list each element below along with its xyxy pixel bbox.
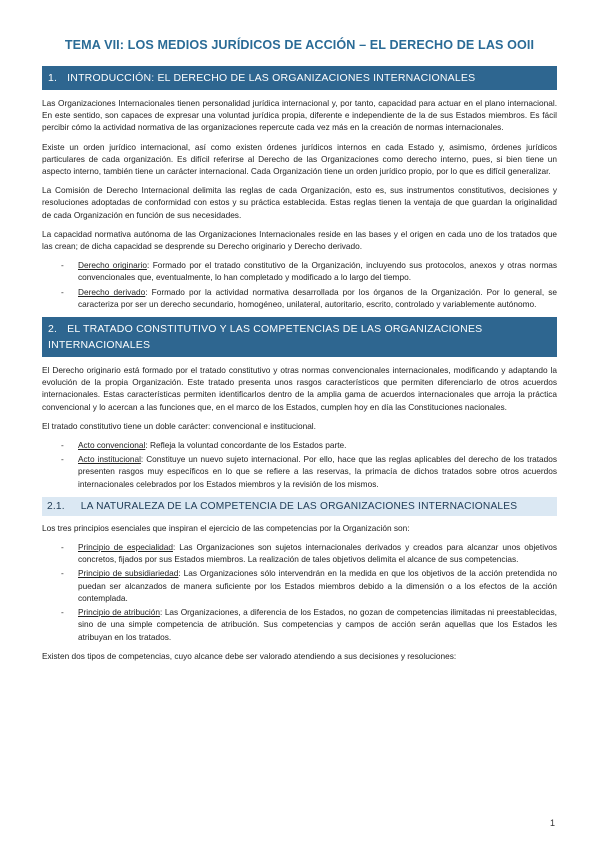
list-term-separator: : [146, 260, 150, 271]
paragraph: Existe un orden jurídico internacional, así como existen órdenes jurídicos internos en cada Estado y, asimismo, órdenes jurídicos particulares de cada organización. Es difícil referirse al Derecho de las Organizaciones como derecho interno, pues, si bien tiene un aspecto interno, también tiene un carácter internacional. Cada Organización tiene un orden jurídico propio, por lo que es difícil generalizar. [42, 141, 557, 177]
paragraph: La capacidad normativa autónoma de las Organizaciones Internacionales reside en las bases y el origen en cada uno de los tratados que las crean; de dicha capacidad se desprende su Derecho originario y Derecho derivado. [42, 228, 557, 252]
list-item [61, 453, 557, 490]
list-text: Refleja la voluntad concordante de los Estados parte. [147, 440, 347, 451]
section-number: 1. [48, 72, 58, 84]
list-text: Formado por el tratado constitutivo de la Organización, incluyendo sus protocolos, anexos y otras normas convencionales que, eventualmente, lo han completado y modificado a lo largo del tiempo. [78, 260, 557, 283]
bullet-list [42, 439, 557, 490]
dash-marker: - [61, 454, 64, 465]
dash-marker: - [61, 542, 64, 553]
dash-marker: - [61, 286, 64, 297]
list-term: Principio de subsidiariedad [78, 568, 179, 579]
paragraph: Los tres principios esenciales que inspiran el ejercicio de las competencias por la Organización son: [42, 522, 410, 533]
list-term-separator: : [172, 542, 176, 553]
list-term-separator: : [145, 286, 148, 297]
dash-marker: - [61, 568, 64, 579]
section-title: INTRODUCCIÓN: EL DERECHO DE LAS ORGANIZACIONES INTERNACIONALES [67, 72, 476, 84]
list-text: Las Organizaciones, a diferencia de los Estados, no gozan de competencias ilimitadas ni preestablecidas, sino de una simple competencia de atribución. Sus competencias y campos de acción serán aquellas que los Estados les atribuyan en los tratados. [78, 607, 557, 642]
page-number: 1 [549, 818, 555, 828]
list-item [61, 259, 557, 283]
paragraph: Las Organizaciones Internacionales tienen personalidad jurídica internacional y, por tanto, capacidad para actuar en el plano internacional. En este sentido, son capaces de expresar una voluntad jurídica propia, diferente e independiente de la de sus Estados miembros. Es fácil percibir cómo la actividad normativa de las organizaciones repercute cada vez más en la creación de normas internacionales. [42, 98, 557, 133]
dash-marker: - [61, 607, 64, 618]
subsection-number: 2.1. [47, 500, 65, 512]
list-term: Principio de atribución [78, 607, 161, 618]
list-item [61, 567, 557, 604]
paragraph: El Derecho originario está formado por el tratado constitutivo y otras normas convencionales internacionales, modificando y adaptando la evolución de la propia Organización. Este tratado presenta unos rasgos característicos que permiten diferenciarlo de otros acuerdos internacionales. Estas características permiten identificarlos dentro de la amplia gama de acuerdos internacionales que arroja la práctica convencional y lo acercan a las funciones que, en el marco de los Estados, cumplen hoy en día las Constituciones nacionales. [42, 365, 557, 412]
list-item [61, 439, 557, 451]
paragraph: El tratado constitutivo tiene un doble carácter: convencional e institucional. [42, 420, 316, 431]
list-item [61, 286, 557, 310]
list-term: Derecho derivado [78, 286, 146, 297]
paragraph: La Comisión de Derecho Internacional delimita las reglas de cada Organización, esto es, sus instrumentos constitutivos, decisiones y resoluciones adoptadas de conformidad con estos y su práctica establecida. Estas reglas tienen la ventaja de que guardan la originalidad de cada Organización en función de sus necesidades. [42, 185, 557, 220]
paragraph: Existen dos tipos de competencias, cuyo alcance debe ser valorado atendiendo a sus decisiones y resoluciones: [42, 650, 457, 661]
list-term-separator: : [160, 607, 163, 618]
section-number: 2. [48, 323, 58, 336]
bullet-list [42, 541, 557, 643]
list-term-separator: : [140, 454, 144, 465]
list-term: Acto institucional [78, 454, 141, 465]
section-heading-introduccion [42, 66, 557, 90]
page-content [42, 66, 557, 669]
list-text: Constituye un nuevo sujeto internacional. Por ello, hace que las reglas aplicables del derecho de los tratados presenten rasgos muy específicos en lo que se refiere a las reservas, la primacía de dichos tratados sobre otros acuerdos internacionales celebrados por los Estados miembros y la revisión de los mismos. [78, 454, 557, 489]
list-term: Acto convencional [78, 440, 146, 451]
section-title: EL TRATADO CONSTITUTIVO Y LAS COMPETENCIAS DE LAS ORGANIZACIONES INTERNACIONALES [48, 323, 483, 352]
list-term: Principio de especialidad [78, 542, 173, 553]
subsection-heading-naturaleza-competencia [42, 497, 557, 516]
dash-marker: - [61, 440, 64, 451]
list-term-separator: : [178, 568, 181, 579]
list-text: Formado por la actividad normativa desarrollada por los órganos de la Organización. Por lo general, se caracteriza por ser un derecho secundario, homogéneo, unilateral, autoritario, escrito, controlado y variablemente autónomo. [78, 286, 557, 309]
list-term-separator: : [145, 440, 148, 451]
bullet-list [42, 259, 557, 310]
page-title: TEMA VII: LOS MEDIOS JURÍDICOS DE ACCIÓN – EL DERECHO DE LAS OOII [64, 38, 535, 52]
section-heading-tratado-constitutivo [42, 317, 557, 357]
list-text: Las Organizaciones son sujetos internacionales derivados y creados para alcanzar unos objetivos concretos, fijados por sus Estados miembros. La realización de tales objetivos delimita el alcance de sus competencias. [78, 542, 557, 565]
dash-marker: - [61, 260, 64, 271]
subsection-title: LA NATURALEZA DE LA COMPETENCIA DE LAS ORGANIZACIONES INTERNACIONALES [80, 500, 518, 512]
list-item [61, 541, 557, 565]
list-item [61, 606, 557, 643]
list-text: Las Organizaciones sólo intervendrán en la medida en que los objetivos de la acción pretendida no puedan ser alcanzados de manera suficiente por los Estados miembros debido a la dimensión o a los efectos de la acción contemplada. [78, 568, 557, 603]
list-term: Derecho originario [78, 260, 147, 271]
